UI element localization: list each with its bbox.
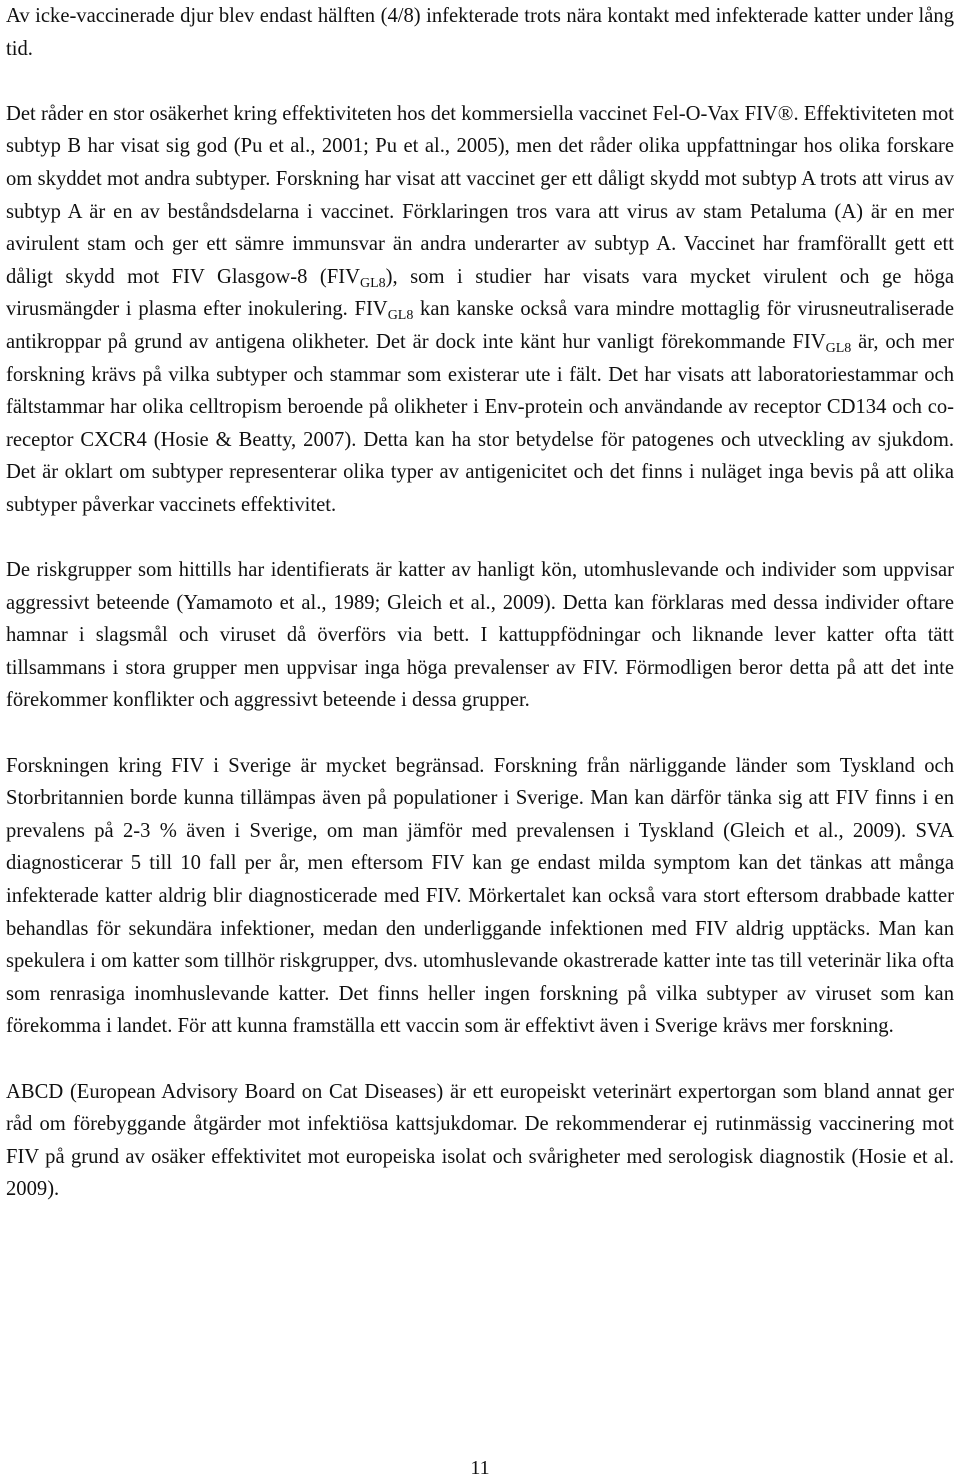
paragraph-text: ), som i studier har visats vara mycket virulent och ge höga virusmängder i plasma efter inokulering. FIV [6, 265, 954, 321]
paragraph-text: kan kanske också vara mindre mottaglig för virusneutraliserade antikroppar på grund av antigena olikheter. Det är dock inte känt hur vanligt förekommande FIV [6, 298, 954, 353]
paragraph-vaccination-results [6, 0, 954, 65]
paragraph-text: Av icke-vaccinerade djur blev endast hälften (4/8) infekterade trots nära kontakt med infekterade katter under lång tid. [6, 5, 954, 60]
paragraph-text: Forskningen kring FIV i Sverige är mycket begränsad. Forskning från närliggande länder som Tyskland och Storbritannien borde kunna tillämpas även på populationer i Sverige. Man kan därför tänka sig att FIV finns i en prevalens på 2-3 % även i Sverige, om man jämför med prevalensen i Tyskland (Gleich et al., 2009). SVA diagnosticerar 5 till 10 fall per år, men eftersom FIV kan ge endast milda symptom kan det tänkas att många infekterade katter aldrig blir diagnosticerade med FIV. Mörkertalet kan också vara stort eftersom drabbade katter behandlas för sekundära infektioner, medan den underliggande infektionen med FIV aldrig upptäcks. Man kan spekulera i om katter som tillhör riskgrupper, dvs. utomhuslevande okastrerade katter inte tas till veterinär lika ofta som renrasiga inomhuslevande katter. Det finns heller ingen forskning på vilka subtyper av viruset som kan förekomma i landet. För att kunna framställa ett vaccin som är effektivt även i Sverige krävs mer forskning. [6, 754, 954, 1038]
subscript-gl8: GL8 [359, 275, 386, 291]
document-page [6, 0, 954, 1206]
paragraph-gap [6, 522, 954, 555]
paragraph-fiv-sweden [6, 750, 954, 1043]
paragraph-abcd [6, 1076, 954, 1206]
paragraph-text: ABCD (European Advisory Board on Cat Diseases) är ett europeiskt veterinärt expertorgan som bland annat ger råd om förebyggande åtgärder mot infektiösa kattsjukdomar. De rekommenderar ej rutinmässig vaccinering mot FIV på grund av osäker effektivitet mot europeiska isolat och svårigheter med serologisk diagnostik (Hosie et al. 2009). [6, 1080, 954, 1201]
paragraph-gap [6, 717, 954, 750]
paragraph-text: är, och mer forskning krävs på vilka subtyper och stammar som existerar ute i fält. Det har visats att laboratoriestammar och fältstammar har olika celltropism beroende på olikheter i Env-protein och användande av receptor CD134 och co-receptor CXCR4 (Hosie & Beatty, 2007). Detta kan ha stor betydelse för patogenes och utveckling av sjukdom. Det är oklart om subtyper representerar olika typer av antigenicitet och det finns i nuläget inga bevis på att olika subtyper påverkar vaccinets effektivitet. [6, 330, 954, 516]
paragraph-text: Det råder en stor osäkerhet kring effektiviteten hos det kommersiella vaccinet Fel-O-Vax FIV®. Effektiviteten mot subtyp B har visat sig god (Pu et al., 2001; Pu et al., 2005), men det råder olika uppfattningar hos olika forskare om skyddet mot andra subtyper. Forskning har visat att vaccinet ger ett dåligt skydd mot subtyp A trots att virus av subtyp A är en av beståndsdelarna i vaccinet. Förklaringen tros vara att virus av stam Petaluma (A) är en mer avirulent stam och ger ett sämre immunsvar än andra underarter av subtyp A. Vaccinet har framförallt gett ett dåligt skydd mot FIV Glasgow-8 (FIV [6, 102, 954, 288]
paragraph-text: De riskgrupper som hittills har identifierats är katter av hanligt kön, utomhuslevande och individer som uppvisar aggressivt beteende (Yamamoto et al., 1989; Gleich et al., 2009). Detta kan förklaras med dessa individer oftare hamnar i slagsmål och viruset då överförs via bett. I kattuppfödningar och liknande lever katter ofta tätt tillsammans i stora grupper men uppvisar inga höga prevalenser av FIV. Förmodligen beror detta på att det inte förekommer konflikter och aggressivt beteende i dessa grupper. [6, 559, 954, 712]
subscript-gl8: GL8 [825, 340, 852, 356]
paragraph-gap [6, 65, 954, 98]
paragraph-gap [6, 1043, 954, 1076]
paragraph-vaccine-efficacy [6, 98, 954, 522]
subscript-gl8: GL8 [387, 308, 414, 324]
paragraph-risk-groups [6, 554, 954, 717]
page-number: 11 [470, 1457, 490, 1479]
